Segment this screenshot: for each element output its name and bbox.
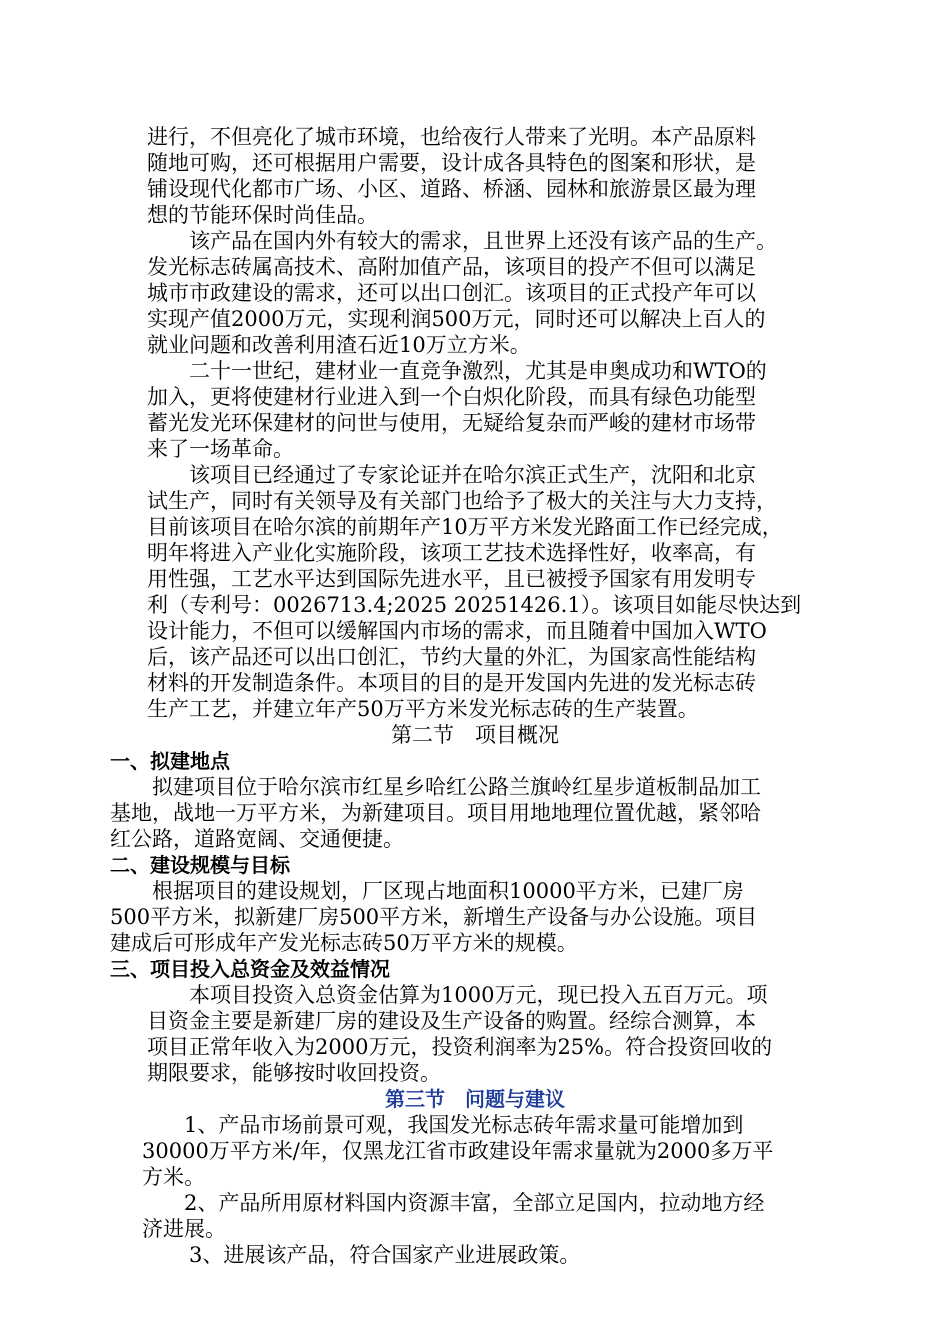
text-line: 蓄光发光环保建材的问世与使用，无疑给复杂而严峻的建材市场带 [147,411,756,435]
text-line: 来了一场革命。 [147,437,294,461]
list-item: 1、产品市场前景可观，我国发光标志砖年需求量可能增加到 [184,1113,744,1137]
text-line: 目资金主要是新建厂房的建设及生产设备的购置。经综合测算，本 [147,1009,756,1033]
text-line: 济进展。 [142,1217,226,1241]
text-line: 实现产值2000万元，实现利润500万元，同时还可以解决上百人的 [147,307,766,331]
text-line: 铺设现代化都市广场、小区、道路、桥涵、园林和旅游景区最为理 [147,177,756,201]
text-line: 建成后可形成年产发光标志砖50万平方米的规模。 [110,931,578,955]
text-line: 该项目已经通过了专家论证并在哈尔滨正式生产，沈阳和北京 [189,463,756,487]
section-title: 第三节 问题与建议 [385,1087,565,1111]
text-line: 根据项目的建设规划，厂区现占地面积10000平方米，已建厂房 [152,879,744,903]
text-line: 明年将进入产业化实施阶段，该项工艺技术选择性好，收率高，有 [147,541,756,565]
text-line: 方米。 [142,1165,205,1189]
text-line: 期限要求，能够按时收回投资。 [147,1061,441,1085]
text-line: 利（专利号：0026713.4;2025 20251426.1）。该项目如能尽快达到 [147,593,802,617]
list-item: 2、产品所用原材料国内资源丰富，全部立足国内，拉动地方经 [184,1191,765,1215]
text-line: 500平方米，拟新建厂房500平方米，新增生产设备与办公设施。项目 [110,905,758,929]
text-line: 加入，更将使建材行业进入到一个白炽化阶段，而具有绿色功能型 [147,385,756,409]
text-line: 生产工艺，并建立年产50万平方米发光标志砖的生产装置。 [147,697,699,721]
text-line: 项目正常年收入为2000万元，投资利润率为25%。符合投资回收的 [147,1035,773,1059]
text-line: 后，该产品还可以出口创汇，节约大量的外汇，为国家高性能结构 [147,645,756,669]
text-line: 想的节能环保时尚佳品。 [147,203,378,227]
text-line: 城市市政建设的需求，还可以出口创汇。该项目的正式投产年可以 [147,281,756,305]
text-line: 试生产，同时有关领导及有关部门也给予了极大的关注与大力支持， [147,489,777,513]
text-line: 进行，不但亮化了城市环境，也给夜行人带来了光明。本产品原料 [147,125,756,149]
text-line: 该产品在国内外有较大的需求，且世界上还没有该产品的生产。 [189,229,777,253]
text-line: 材料的开发制造条件。本项目的目的是开发国内先进的发光标志砖 [147,671,756,695]
section-heading: 二、建设规模与目标 [110,853,290,877]
text-line: 拟建项目位于哈尔滨市红星乡哈红公路兰旗岭红星步道板制品加工 [152,775,761,799]
text-line: 随地可购，还可根据用户需要，设计成各具特色的图案和形状，是 [147,151,756,175]
text-line: 本项目投资入总资金估算为1000万元，现已投入五百万元。项 [189,983,768,1007]
text-line: 就业问题和改善利用渣石近10万立方米。 [147,333,531,357]
section-heading: 一、拟建地点 [110,749,230,773]
text-line: 30000万平方米/年，仅黑龙江省市政建设年需求量就为2000多万平 [142,1139,774,1163]
text-line: 基地，战地一万平方米，为新建项目。项目用地地理位置优越，紧邻哈 [110,801,761,825]
text-line: 红公路，道路宽阔、交通便捷。 [110,827,404,851]
section-title: 第二节 项目概况 [391,723,559,747]
section-heading: 三、项目投入总资金及效益情况 [110,957,390,981]
text-line: 设计能力，不但可以缓解国内市场的需求，而且随着中国加入WTO [147,619,767,643]
text-line: 用性强，工艺水平达到国际先进水平，且已被授予国家有用发明专 [147,567,756,591]
text-line: 二十一世纪，建材业一直竞争激烈，尤其是申奥成功和WTO的 [189,359,767,383]
text-line: 目前该项目在哈尔滨的前期年产10万平方米发光路面工作已经完成， [147,515,783,539]
list-item: 3、进展该产品，符合国家产业进展政策。 [189,1243,581,1267]
text-line: 发光标志砖属高技术、高附加值产品，该项目的投产不但可以满足 [147,255,756,279]
